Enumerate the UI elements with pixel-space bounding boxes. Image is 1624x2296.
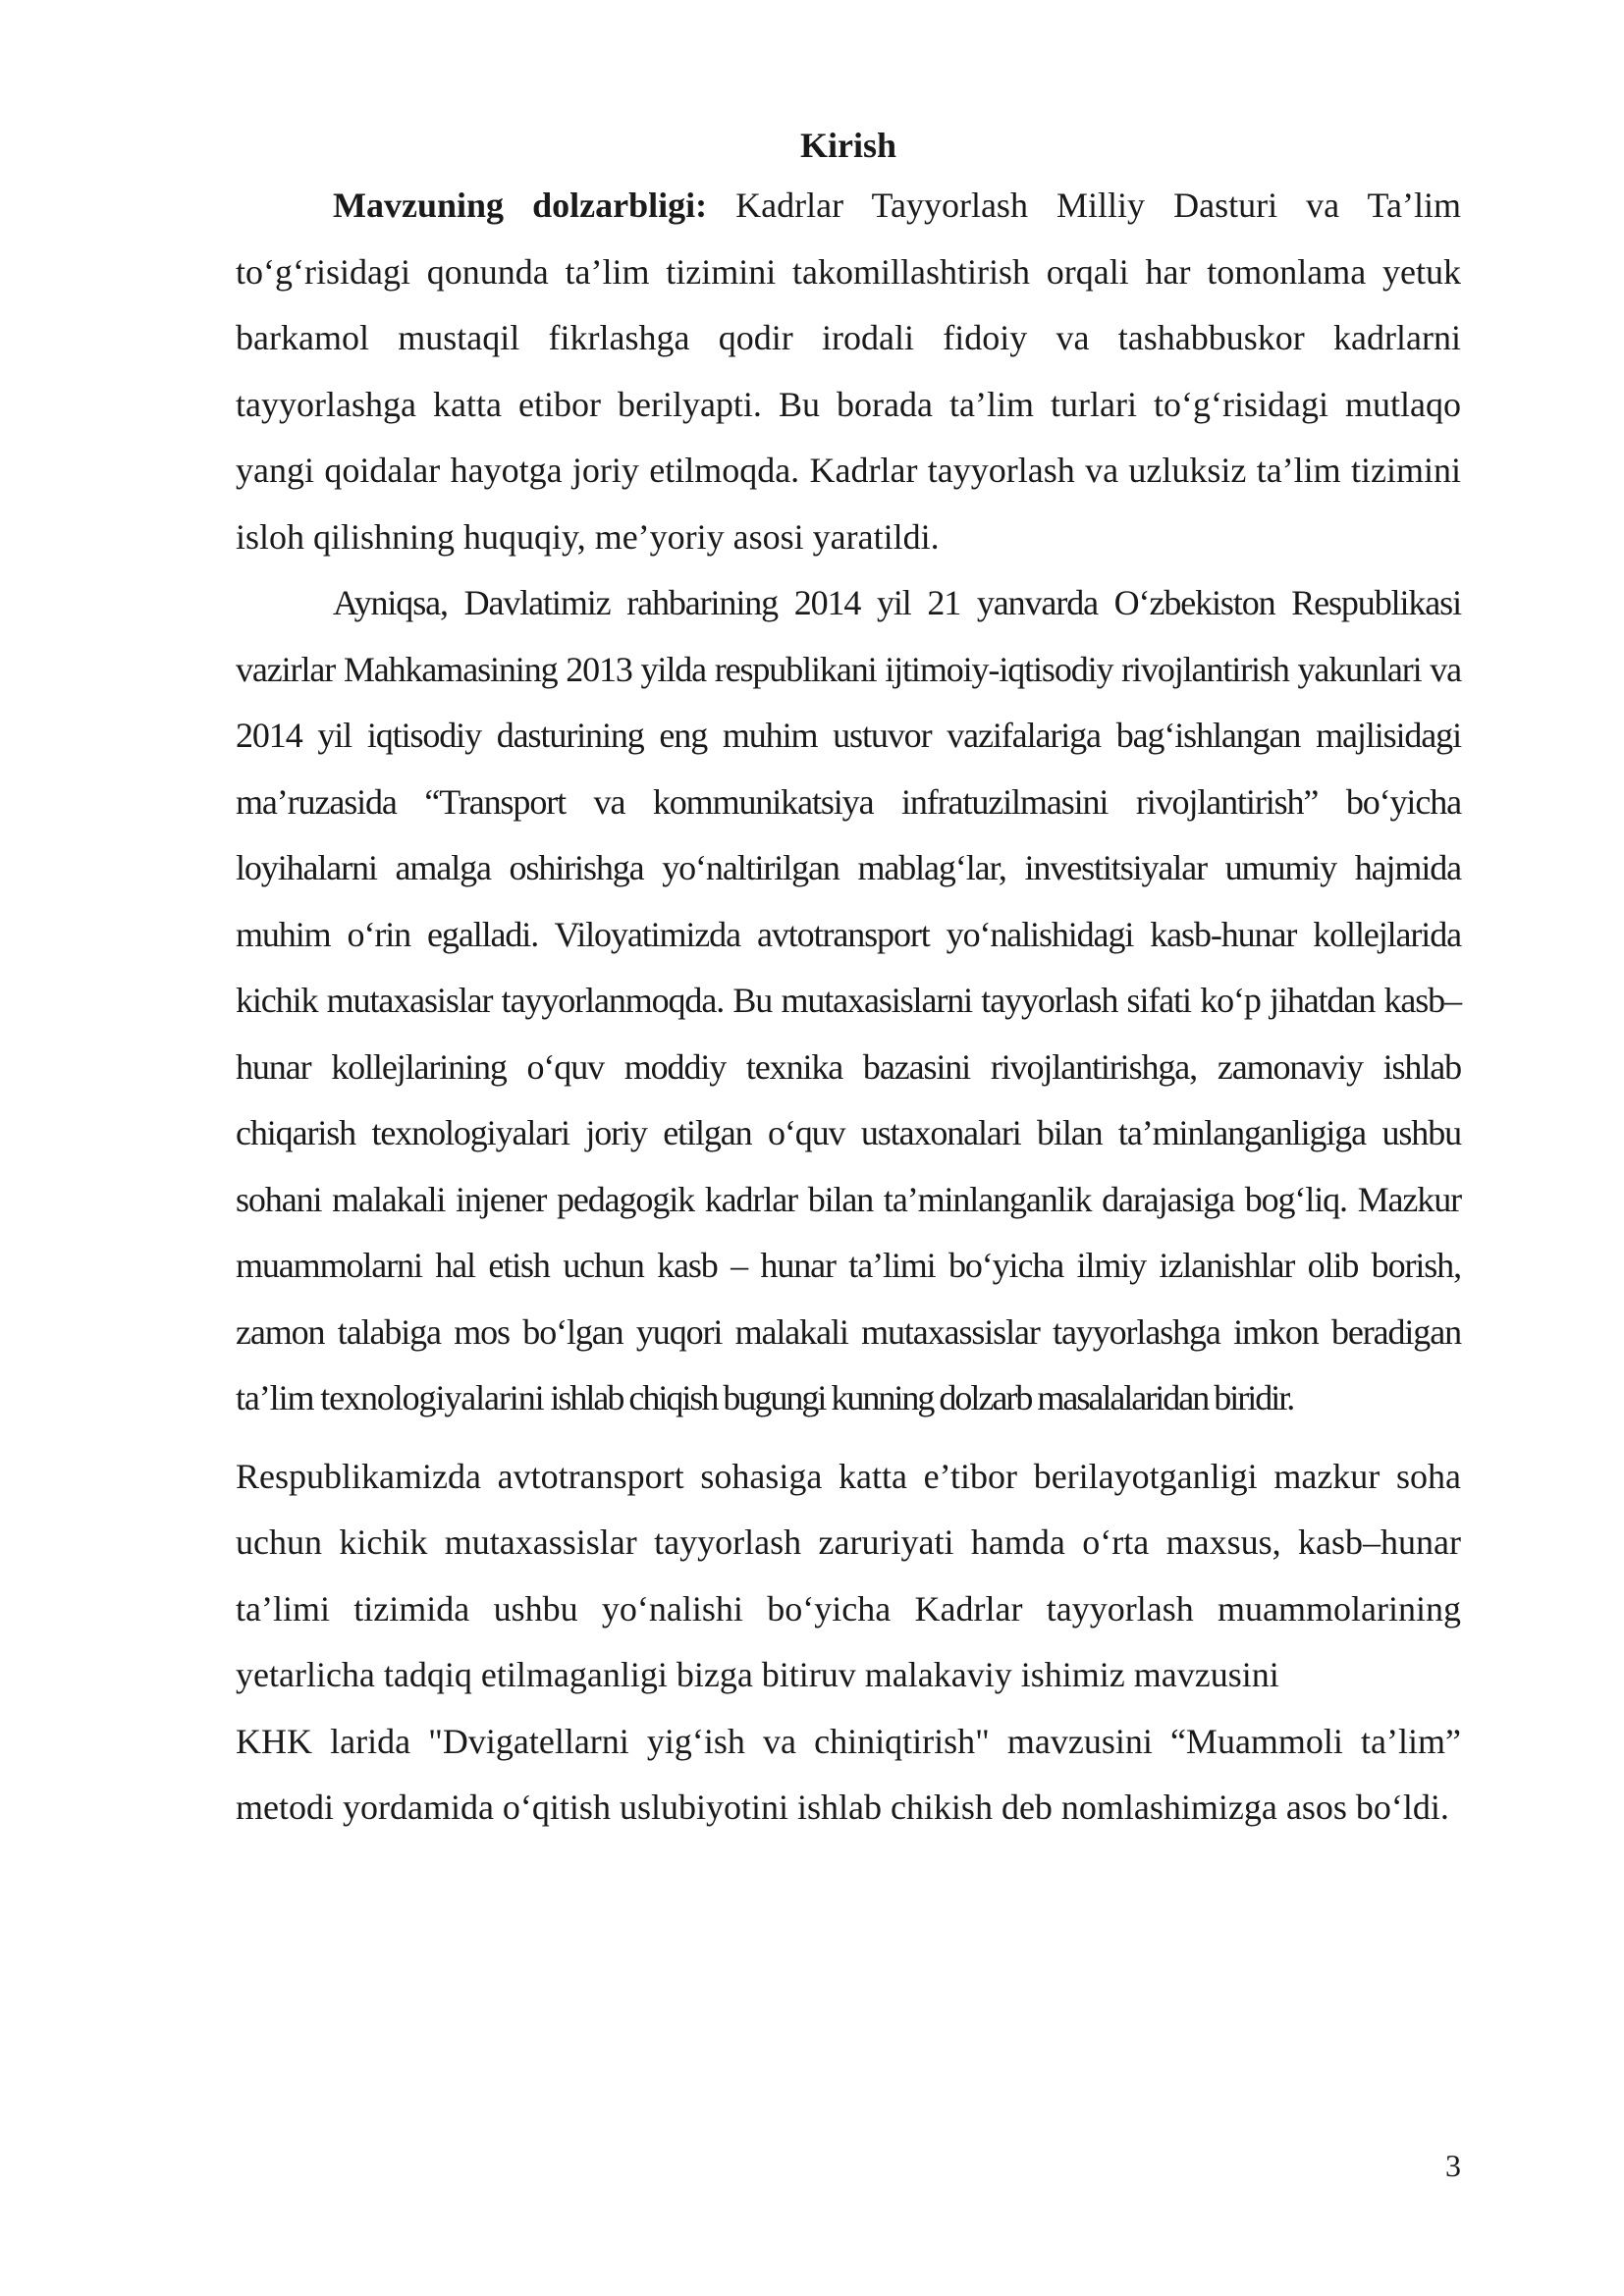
- intro-paragraph: [236, 173, 1461, 570]
- intro-text: Kadrlar Tayyorlash Milliy Dasturi va Ta’lim to‘g‘risidagi qonunda ta’lim tizimini takomillashtirish orqali har tomonlama yetuk barkamol mustaqil fikrlashga qodir irodali fidoiy va tashabbuskor kadrlarni tayyorlashga katta etibor berilyapti. Bu borada ta’lim turlari to‘g‘risidagi mutlaqo yangi qoidalar hayotga joriy etilmoqda. Kadrlar tayyorlash va uzluksiz ta’lim tizimini isloh qilishning huquqiy, me’yoriy asosi yaratildi.: [236, 186, 1461, 557]
- paragraph-4: KHK larida "Dvigatellarni yig‘ish va chiniqtirish" mavzusini “Muammoli ta’lim” metodi yordamida o‘qitish uslubiyotini ishlab chikish deb nomlashimizga asos bo‘ldi.: [236, 1721, 1461, 1827]
- page-title: Kirish: [799, 126, 896, 165]
- intro-lead: Mavzuning dolzarbligi:: [333, 186, 708, 225]
- page-number: 3: [1445, 2148, 1461, 2183]
- paragraph-2: [236, 570, 1461, 1432]
- paragraph-2-last-line: ishlab chiqish bugungi kunning dolzarb masalalaridan biridir.: [550, 1378, 1294, 1417]
- paragraph-gap: [236, 1432, 1461, 1444]
- document-body: [236, 118, 1461, 1842]
- paragraph-3: Respublikamizda avtotransport sohasiga katta e’tibor berilayotganligi mazkur soha uchun kichik mutaxassislar tayyorlash zaruriyati hamda o‘rta maxsus, kasb–hunar ta’limi tizimida ushbu yo‘nalishi bo‘yicha Kadrlar tayyorlash muammolarining yetarlicha tadqiq etilmaganligi bizga bitiruv malakaviy ishimiz mavzusini: [236, 1456, 1461, 1694]
- paragraph-2-text: Ayniqsa, Davlatimiz rahbarining 2014 yil 21 yanvarda O‘zbekiston Respublikasi vazirlar Mahkamasining 2013 yilda respublikani ijtimoiy-iqtisodiy rivojlantirish yakunlari va 2014 yil iqtisodiy dasturining eng muhim ustuvor vazifalariga bag‘ishlangan majlisidagi ma’ruzasida “Transport va kommunikatsiya infratuzilmasini rivojlantirish” bo‘yicha loyihalarni amalga oshirishga yo‘naltirilgan mablag‘lar, investitsiyalar umumiy hajmida muhim o‘rin egalladi. Viloyatimizda avtotransport yo‘nalishidagi kasb-hunar kollejlarida kichik mutaxasislar tayyorlanmoqda. Bu mutaxasislarni tayyorlash sifati ko‘p jihatdan kasb–hunar kollejlarining o‘quv moddiy texnika bazasini rivojlantirishga, zamonaviy ishlab chiqarish texnologiyalari joriy etilgan o‘quv ustaxonalari bilan ta’minlanganligiga ushbu sohani malakali injener pedagogik kadrlar bilan ta’minlanganlik darajasiga bog‘liq. Mazkur muammolarni hal etish uchun kasb – hunar ta’limi bo‘yicha ilmiy izlanishlar olib borish, zamon talabiga mos bo‘lgan yuqori malakali mutaxassislar tayyorlashga imkon beradigan ta’lim texnologiyalarini: [236, 583, 1461, 1417]
